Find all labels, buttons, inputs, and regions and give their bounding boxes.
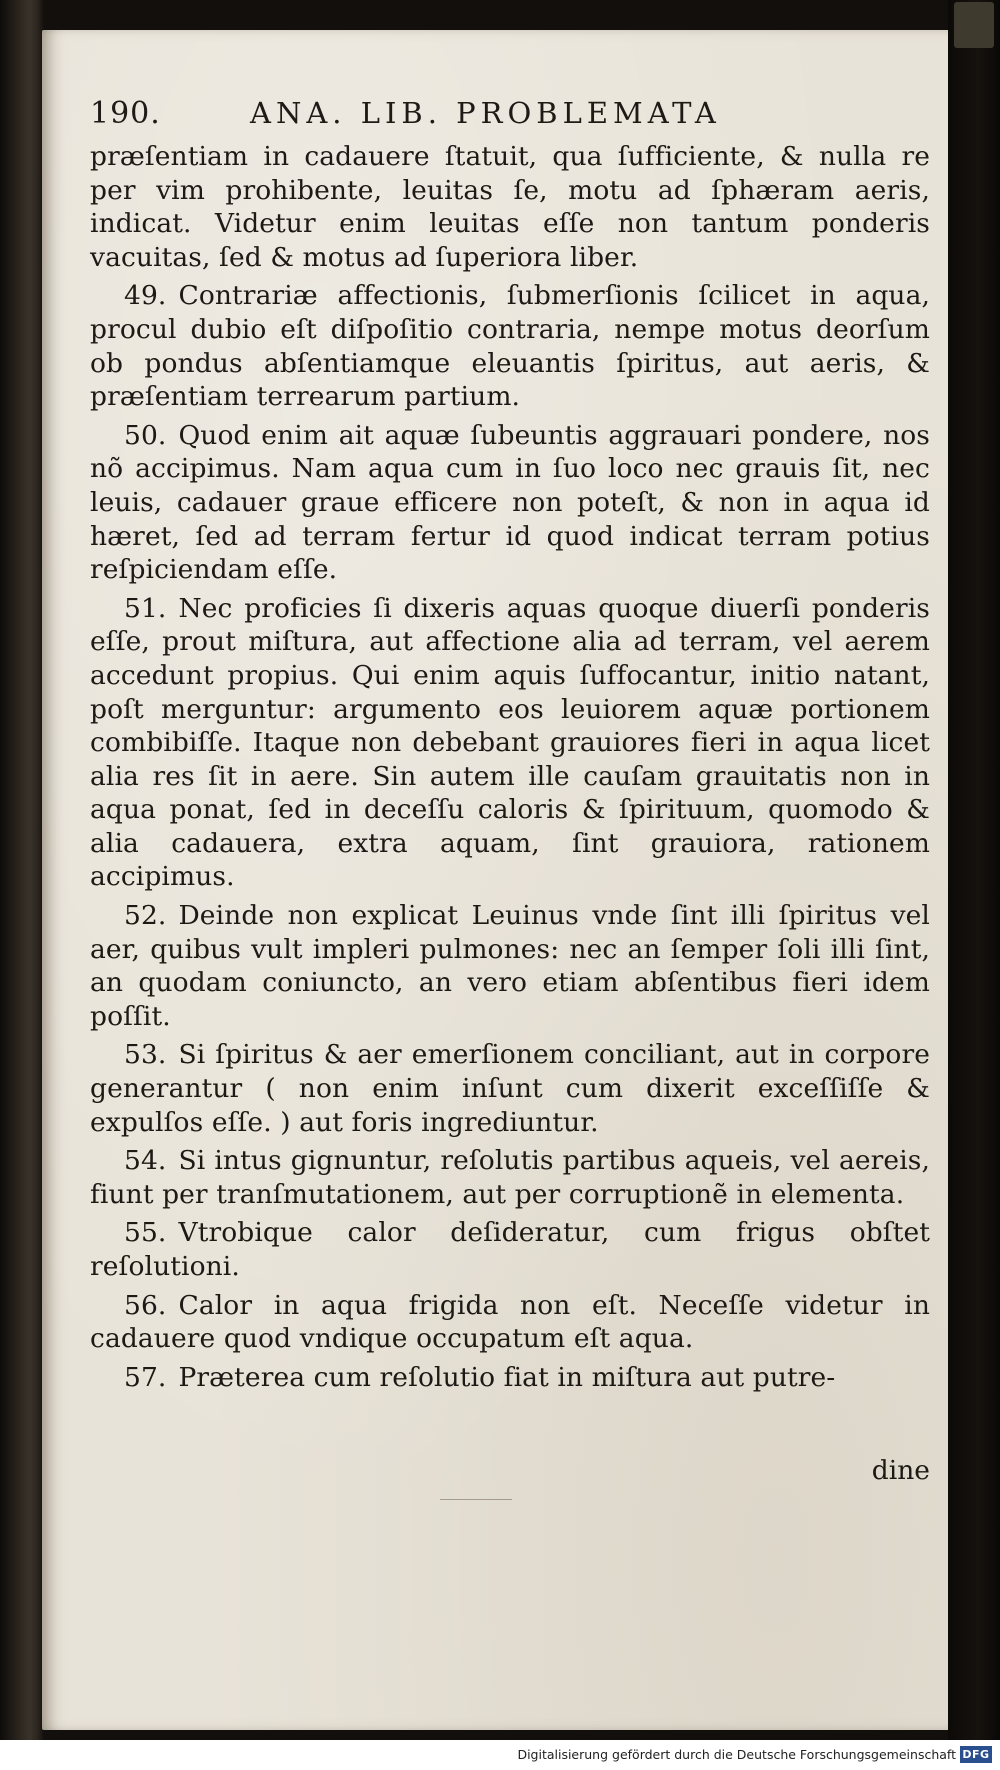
paragraph-text: Quod enim ait aquæ ſubeuntis aggrauari pondere, nos nõ accipimus. Nam aqua cum in ſuo loco nec grauis ſit, nec leuis, cadauer graue efficere non poteſt, & non in aqua id hæret, ſed ad terram fertur id quod indicat terram potius reſpiciendam eſſe.: [90, 419, 930, 586]
paragraph-text: Nec proficies ſi dixeris aquas quoque diuerſi ponderis eſſe, prout miſtura, aut affectione alia ad terram, vel aerem accedunt propius. Qui enim aquis ſuffocantur, initio natant, poſt merguntur: argumento eos leuiorem aquæ portionem combibiſſe. Itaque non debebant grauiores fieri in aqua licet alia res ſit in aere. Sin autem ille cauſam grauitatis non in aqua ponat, ſed in deceſſu caloris & ſpirituum, quomodo & alia cadauera, extra aquam, ſint grauiora, rationem accipimus.: [90, 592, 930, 893]
paragraph-56: [90, 1289, 930, 1356]
faint-rule: [440, 1499, 512, 1500]
paragraph-52: [90, 899, 930, 1033]
funding-bar: [0, 1740, 1000, 1770]
paragraph-51: [90, 592, 930, 894]
running-title: ANA. LIB. PROBLEMATA: [250, 96, 721, 130]
paragraph-text: Si ſpiritus & aer emerſionem conciliant, aut in corpore generantur ( non enim inſunt cum dixerit exceſſiſſe & expulſos eſſe. ) aut foris ingrediuntur.: [90, 1039, 930, 1138]
body-text: [90, 140, 930, 1399]
paragraph-text: Calor in aqua frigida non eſt. Neceſſe videtur in cadauere quod vndique occupatum eſt aqua.: [90, 1289, 930, 1355]
paragraph-text: Deinde non explicat Leuinus vnde ſint illi ſpiritus vel aer, quibus vult impleri pulmones: nec an ſemper ſoli illi ſint, an quodam coniuncto, an vero etiam abſentibus fieri idem poſſit.: [90, 900, 930, 1032]
paragraph-50: [90, 419, 930, 587]
book-edge: [948, 0, 1000, 1740]
book-cover-corner: [954, 2, 994, 48]
catchword: dine: [871, 1455, 930, 1486]
paragraph-number: 57.: [124, 1361, 167, 1393]
paragraph-53: [90, 1038, 930, 1139]
paragraph-text: Contrariæ affectionis, ſubmerſionis ſcilicet in aqua, procul dubio eſt diſpoſitio contraria, nempe motus deorſum ob pondus abſentiamque eleuantis ſpiritus, aut aeris, & præſentiam terrearum partium.: [90, 280, 930, 413]
page-foot: [90, 1455, 930, 1515]
paragraph-number: 56.: [124, 1289, 167, 1321]
paragraph-57: [90, 1361, 930, 1395]
paragraph-number: 55.: [124, 1217, 167, 1249]
paragraph-number: 51.: [124, 592, 167, 624]
paragraph-55: [90, 1216, 930, 1283]
paragraph-text: Vtrobique calor deſideratur, cum frigus obſtet reſolutioni.: [90, 1217, 930, 1282]
paragraph-text: Si intus gignuntur, reſolutis partibus aqueis, vel aereis, fiunt per tranſmutationem, aut per corruptionẽ in elementa.: [90, 1145, 930, 1210]
running-head: [90, 96, 850, 140]
paragraph-number: 53.: [124, 1039, 167, 1071]
paragraph-54: [90, 1144, 930, 1211]
paragraph-text: præſentiam in cadauere ſtatuit, qua ſufficiente, & nulla re per vim prohibente, leuitas ſe, motu ad ſphæram aeris, indicat. Videtur enim leuitas eſſe non tantum ponderis vacuitas, ſed & motus ad ſuperiora liber.: [90, 141, 930, 273]
dfg-logo-icon: DFG: [960, 1746, 992, 1763]
paragraph-number: 52.: [124, 900, 167, 932]
paragraph-49: [90, 279, 930, 413]
funding-credit: Digitalisierung gefördert durch die Deutsche Forschungsgemeinschaft: [517, 1747, 956, 1762]
paragraph-number: 49.: [124, 280, 167, 312]
page-number: 190.: [90, 96, 161, 131]
paragraph-number: 50.: [124, 419, 167, 451]
paragraph-continued: [90, 140, 930, 274]
paragraph-number: 54.: [124, 1145, 167, 1177]
paragraph-text: Præterea cum reſolutio fiat in miſtura aut putre-: [178, 1361, 836, 1393]
